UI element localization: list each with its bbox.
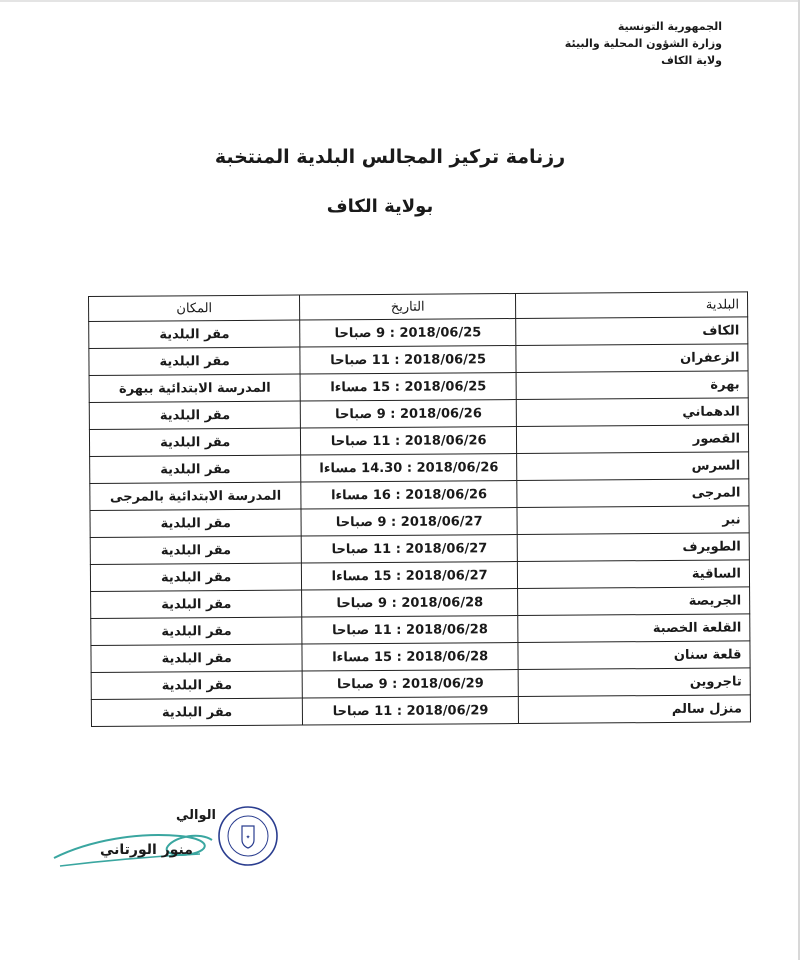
cell-municipality: تاجروين xyxy=(518,668,750,697)
cell-place: مقر البلدية xyxy=(91,590,303,618)
cell-municipality: المرجى xyxy=(517,479,749,508)
cell-municipality: قلعة سنان xyxy=(518,641,750,670)
cell-date: 2018/06/26 : 9 صباحا xyxy=(301,400,517,429)
cell-date: 2018/06/28 : 11 صباحا xyxy=(302,616,518,645)
cell-municipality: الزعفران xyxy=(516,344,748,373)
cell-place: مقر البلدية xyxy=(89,401,301,429)
cell-municipality: منزل سالم xyxy=(518,695,750,724)
letterhead-country: الجمهورية التونسية xyxy=(617,20,722,33)
cell-date: 2018/06/29 : 9 صباحا xyxy=(302,670,518,699)
cell-place: مقر البلدية xyxy=(90,455,302,483)
cell-municipality: القلعة الخصبة xyxy=(518,614,750,643)
cell-place: المدرسة الابتدائية بالمرجى xyxy=(90,482,302,510)
document-subtitle: بولاية الكاف xyxy=(326,196,434,217)
cell-place: مقر البلدية xyxy=(90,536,302,564)
svg-text:✦: ✦ xyxy=(245,834,251,841)
letterhead xyxy=(565,18,722,69)
cell-place: مقر البلدية xyxy=(89,428,301,456)
cell-place: مقر البلدية xyxy=(89,320,301,348)
cell-municipality: الطويرف xyxy=(517,533,749,562)
schedule-table xyxy=(88,291,751,727)
cell-place: المدرسة الابتدائية ببهرة xyxy=(89,374,301,402)
letterhead-governorate: ولاية الكاف xyxy=(661,54,722,67)
header-date: التاريخ xyxy=(300,294,516,321)
cell-date: 2018/06/27 : 15 مساءا xyxy=(302,562,518,591)
cell-date: 2018/06/28 : 15 مساءا xyxy=(302,643,518,672)
cell-date: 2018/06/28 : 9 صباحا xyxy=(302,589,518,618)
cell-place: مقر البلدية xyxy=(89,347,301,375)
header-place: المكان xyxy=(89,295,301,321)
cell-municipality: القصور xyxy=(516,425,748,454)
cell-date: 2018/06/26 : 14.30 مساءا xyxy=(301,454,517,483)
governor-title: الوالي xyxy=(176,808,216,823)
cell-municipality: بهرة xyxy=(516,371,748,400)
official-stamp xyxy=(216,804,280,868)
document-title: رزنامة تركيز المجالس البلدية المنتخبة xyxy=(214,146,566,168)
cell-date: 2018/06/25 : 15 مساءا xyxy=(300,373,516,402)
cell-municipality: الجريصة xyxy=(518,587,750,616)
letterhead-ministry: وزارة الشؤون المحلية والبيئة xyxy=(564,37,722,50)
cell-date: 2018/06/26 : 11 صباحا xyxy=(301,427,517,456)
cell-date: 2018/06/26 : 16 مساءا xyxy=(301,481,517,510)
cell-date: 2018/06/25 : 11 صباحا xyxy=(300,346,516,375)
scan-top-edge xyxy=(0,0,800,2)
table-row xyxy=(91,695,750,727)
cell-place: مقر البلدية xyxy=(91,698,303,726)
cell-municipality: الساقية xyxy=(517,560,749,589)
cell-date: 2018/06/27 : 9 صباحا xyxy=(301,508,517,537)
cell-municipality: السرس xyxy=(517,452,749,481)
cell-place: مقر البلدية xyxy=(90,563,302,591)
cell-place: مقر البلدية xyxy=(91,671,303,699)
cell-place: مقر البلدية xyxy=(91,644,303,672)
cell-municipality: الكاف xyxy=(516,317,748,346)
cell-date: 2018/06/25 : 9 صباحا xyxy=(300,319,516,348)
cell-date: 2018/06/27 : 11 صباحا xyxy=(302,535,518,564)
cell-municipality: نبر xyxy=(517,506,749,535)
cell-place: مقر البلدية xyxy=(91,617,303,645)
governor-name: منور الورتاني xyxy=(100,842,193,858)
cell-date: 2018/06/29 : 11 صباحا xyxy=(303,697,519,726)
cell-place: مقر البلدية xyxy=(90,509,302,537)
header-municipality: البلدية xyxy=(515,292,747,319)
cell-municipality: الدهماني xyxy=(516,398,748,427)
